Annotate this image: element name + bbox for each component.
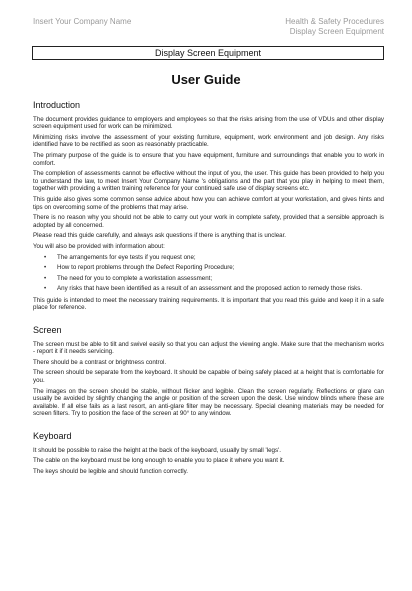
- screen-heading: Screen: [33, 325, 62, 336]
- header-company-name: Insert Your Company Name: [33, 17, 132, 26]
- intro-paragraph: The document provides guidance to employers and employees so that the risks arising from the use of VDUs and other display screen equipment used for work can be minimized.: [33, 115, 384, 131]
- screen-paragraph: The images on the screen should be stable, without flicker and legible. Clean the screen regularly. Reflections or glare can usually be avoided by slightly changing the angle or position of the screen upon the desk. Use window blinds where these are available. If all else fails as a last resort, an anti-glare filter may be necessary. Special cleaning materials may be needed for screen filters. Try to position the face of the screen at 90° to any window.: [33, 387, 384, 418]
- keyboard-paragraph: The cable on the keyboard must be long enough to enable you to place it where you want it.: [33, 457, 285, 465]
- list-item: [44, 264, 384, 272]
- bullet-icon: •: [44, 264, 47, 272]
- intro-paragraph: The primary purpose of the guide is to ensure that you have equipment, furniture and surroundings that enable you to work in comfort.: [33, 151, 384, 167]
- list-item-text: The arrangements for eye tests if you request one;: [57, 253, 196, 261]
- list-item: [44, 285, 384, 293]
- list-item-text: Any risks that have been identified as a result of an assessment and the proposed action to remedy those risks.: [57, 285, 363, 293]
- screen-paragraph: The screen should be separate from the keyboard. It should be capable of being safely placed at a height that is comfortable for you.: [33, 369, 384, 385]
- keyboard-paragraph: It should be possible to raise the height at the back of the keyboard, usually by small 'legs'.: [33, 446, 281, 454]
- intro-paragraph: Minimizing risks involve the assessment of your existing furniture, equipment, work environment and job design. Any risks identified have to be rectified as soon as reasonably practicable.: [33, 133, 384, 149]
- intro-paragraph: This guide also gives some common sense advice about how you can achieve comfort at your workstation, and gives hints and tips on overcoming some of the problems that may arise.: [33, 195, 384, 211]
- list-item-text: The need for you to complete a workstation assessment;: [57, 274, 213, 282]
- list-item: [44, 274, 384, 283]
- header-right: [285, 17, 384, 37]
- section-banner: [32, 46, 384, 60]
- list-item: [44, 253, 384, 262]
- bullet-icon: •: [44, 285, 47, 293]
- introduction-heading: Introduction: [33, 100, 81, 110]
- intro-paragraph: There is no reason why you should not be able to carry out your work in complete safety, provided that a sensible approach is adopted by all concerned.: [33, 214, 384, 229]
- intro-paragraph: Please read this guide carefully, and always ask questions if there is anything that is unclear.: [33, 232, 287, 240]
- bullet-icon: •: [44, 274, 47, 282]
- intro-paragraph: The completion of assessments cannot be effective without the input of you, the user. This guide has been provided to help you to understand the law, to meet Insert Your Company Name 's obligations and the part that you play in helping to meet them, together with providing a written training reference for your continued safe use of display screens etc.: [33, 170, 384, 193]
- intro-paragraph: You will also be provided with information about:: [33, 242, 165, 250]
- document-body: [33, 96, 384, 478]
- header-procedures-title: Health & Safety Procedures: [285, 17, 384, 26]
- bullet-icon: •: [44, 253, 47, 261]
- keyboard-paragraph: The keys should be legible and should function correctly.: [33, 467, 189, 475]
- keyboard-heading: Keyboard: [33, 431, 72, 441]
- screen-paragraph: The screen must be able to tilt and swivel easily so that you can adjust the viewing angle. Make sure that the mechanism works - report it if it needs servicing.: [33, 340, 384, 356]
- information-list: [33, 254, 384, 293]
- list-item-text: How to report problems through the Defect Reporting Procedure;: [57, 264, 235, 272]
- screen-paragraph: There should be a contrast or brightness control.: [33, 358, 167, 366]
- intro-closing-paragraph: This guide is intended to meet the necessary training requirements. It is important that you read this guide and keep it in a safe place for reference.: [33, 296, 384, 312]
- page-title: User Guide: [171, 72, 241, 87]
- header-section-title: Display Screen Equipment: [289, 27, 384, 36]
- banner-text: Display Screen Equipment: [154, 48, 262, 58]
